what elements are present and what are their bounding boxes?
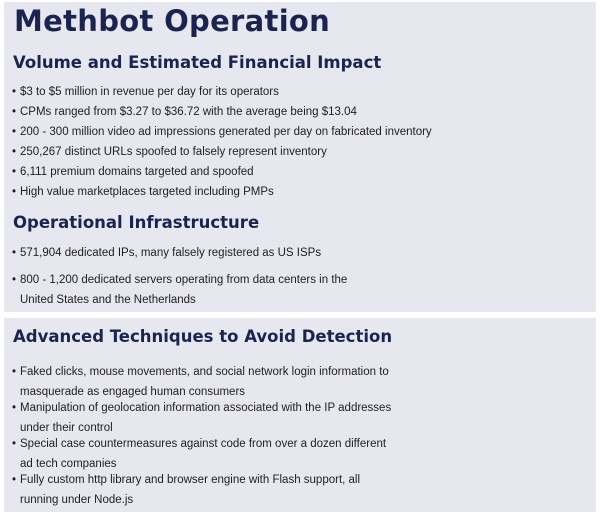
list-item-text-continued: running under Node.js bbox=[20, 494, 134, 506]
bullet-icon: • bbox=[12, 86, 17, 98]
bullet-icon: • bbox=[12, 438, 17, 450]
list-item-text: Special case countermeasures against code from over a dozen different bbox=[20, 438, 387, 450]
list-item bbox=[12, 470, 582, 510]
bullet-icon: • bbox=[12, 366, 17, 378]
panel-impact-infrastructure bbox=[4, 2, 596, 312]
list-item bbox=[12, 162, 582, 182]
list-item-text: 800 - 1,200 dedicated servers operating from data centers in the bbox=[20, 274, 348, 286]
bullet-icon: • bbox=[12, 166, 17, 178]
bullet-icon: • bbox=[12, 126, 17, 138]
heading-operational-infrastructure: Operational Infrastructure bbox=[13, 213, 260, 232]
list-item bbox=[12, 122, 582, 142]
bullet-icon: • bbox=[12, 186, 17, 198]
list-item-text: Manipulation of geolocation information associated with the IP addresses bbox=[20, 402, 392, 414]
list-item-text-continued: United States and the Netherlands bbox=[20, 294, 196, 306]
bullet-icon: • bbox=[12, 106, 17, 118]
list-item bbox=[12, 362, 582, 402]
list-item-text: 6,111 premium domains targeted and spoofed bbox=[20, 166, 254, 178]
heading-volume-financial-impact: Volume and Estimated Financial Impact bbox=[13, 53, 382, 72]
list-item-text: 571,904 dedicated IPs, many falsely registered as US ISPs bbox=[20, 247, 322, 259]
bullet-icon: • bbox=[12, 402, 17, 414]
list-item-text-continued: under their control bbox=[20, 422, 113, 434]
list-item-text: High value marketplaces targeted including PMPs bbox=[20, 186, 274, 198]
list-item bbox=[12, 270, 582, 310]
list-item-text: CPMs ranged from $3.27 to $36.72 with the average being $13.04 bbox=[20, 106, 357, 118]
list-item-text: Faked clicks, mouse movements, and social network login information to bbox=[20, 366, 389, 378]
list-item bbox=[12, 82, 582, 102]
page-title: Methbot Operation bbox=[14, 4, 331, 38]
list-item-text: 200 - 300 million video ad impressions generated per day on fabricated inventory bbox=[20, 126, 432, 138]
bullet-icon: • bbox=[12, 146, 17, 158]
bullet-icon: • bbox=[12, 247, 17, 259]
list-item-text: 250,267 distinct URLs spoofed to falsely represent inventory bbox=[20, 146, 327, 158]
list-item bbox=[12, 182, 582, 202]
list-item bbox=[12, 102, 582, 122]
bullet-icon: • bbox=[12, 274, 17, 286]
list-item-text-continued: masquerade as engaged human consumers bbox=[20, 386, 246, 398]
list-item-text: Fully custom http library and browser engine with Flash support, all bbox=[20, 474, 361, 486]
list-item bbox=[12, 398, 582, 438]
list-item-text-continued: ad tech companies bbox=[20, 458, 117, 470]
list-item bbox=[12, 243, 582, 263]
list-item-text: $3 to $5 million in revenue per day for its operators bbox=[20, 86, 279, 98]
panel-detection-avoidance bbox=[4, 318, 596, 512]
list-item bbox=[12, 142, 582, 162]
bullet-icon: • bbox=[12, 474, 17, 486]
heading-advanced-techniques: Advanced Techniques to Avoid Detection bbox=[13, 327, 393, 346]
list-item bbox=[12, 434, 582, 474]
